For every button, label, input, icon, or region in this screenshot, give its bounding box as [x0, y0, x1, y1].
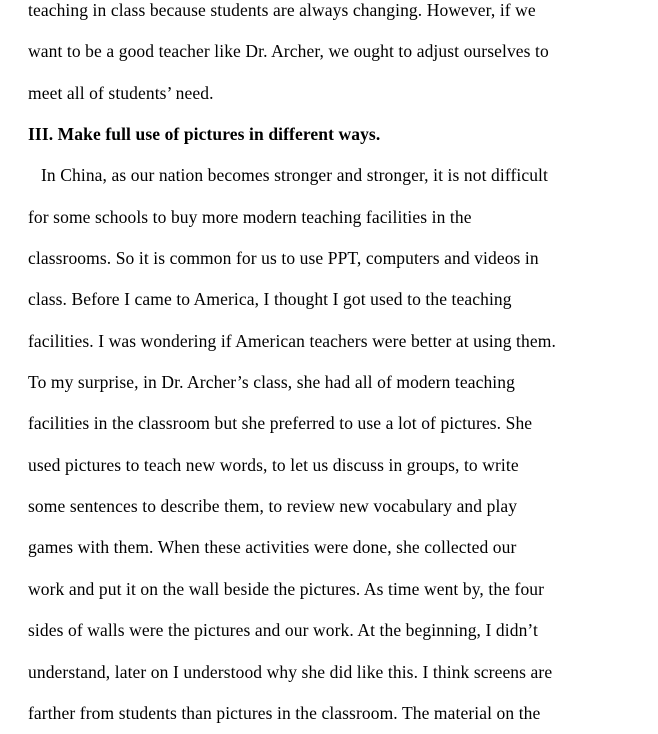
text-line: for some schools to buy more modern teaching facilities in the	[28, 206, 472, 227]
text-line: want to be a good teacher like Dr. Archer, we ought to adjust ourselves to	[28, 41, 549, 62]
text-line: understand, later on I understood why she did like this. I think screens are	[28, 661, 553, 682]
text-line: In China, as our nation becomes stronger and stronger, it is not difficult	[41, 165, 548, 186]
text-line: teaching in class because students are always changing. However, if we	[28, 0, 536, 20]
text-line: work and put it on the wall beside the pictures. As time went by, the four	[28, 578, 545, 599]
text-line: class. Before I came to America, I thought I got used to the teaching	[28, 289, 512, 310]
text-line: To my surprise, in Dr. Archer’s class, she had all of modern teaching	[28, 372, 515, 393]
text-line: meet all of students’ need.	[28, 82, 214, 103]
text-line: classrooms. So it is common for us to use PPT, computers and videos in	[28, 248, 539, 269]
text-line: facilities in the classroom but she preferred to use a lot of pictures. She	[28, 413, 533, 434]
section-heading: III. Make full use of pictures in different ways.	[28, 124, 381, 145]
text-line: some sentences to describe them, to review new vocabulary and play	[28, 496, 518, 517]
text-line: used pictures to teach new words, to let us discuss in groups, to write	[28, 454, 519, 475]
text-line: facilities. I was wondering if American teachers were better at using them.	[28, 330, 556, 351]
text-line: farther from students than pictures in the classroom. The material on the	[28, 702, 541, 723]
text-line: games with them. When these activities were done, she collected our	[28, 537, 517, 558]
document-text	[28, 0, 650, 734]
text-line: sides of walls were the pictures and our work. At the beginning, I didn’t	[28, 620, 538, 641]
